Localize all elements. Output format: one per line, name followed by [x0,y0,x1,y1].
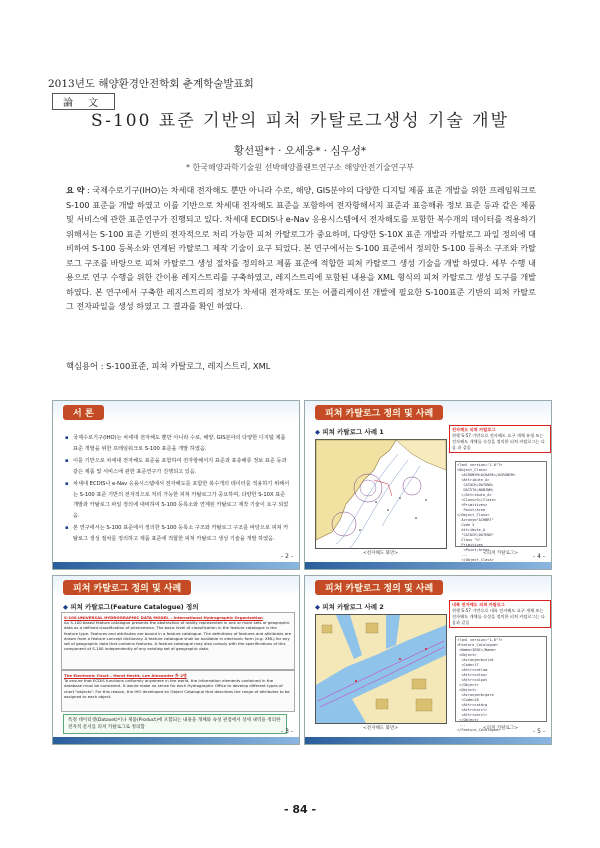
callout-title: 전자해도 피쳐 카탈로그 [452,427,496,432]
slide-subtitle: ◆ 피쳐 카탈로그(Feature Catalogue) 정의 [63,602,199,611]
slide-title: 피쳐 카탈로그 정의 및 사례 [63,580,191,595]
xml-line: <Attr>catbrg [457,703,488,707]
xml-line: <Feature_Catalogue> [457,643,499,647]
xml-line: </Feature_Catalogue> [457,728,501,732]
slide-page-number: - 2 - [281,553,293,560]
xml-line: <Code>18 [457,698,479,702]
slide-page-number: - 5 - [533,728,545,735]
slide-catalogue-example-2 [304,575,552,745]
map-caption: <전자해도 화면> [363,726,399,731]
paper-type-tag: 論 文 [52,93,115,110]
page-number: - 84 - [283,803,317,816]
abstract-label: 요 약 [66,185,85,195]
slide-subtitle: ◆ 피쳐 카탈로그 사례 1 [315,427,384,436]
xml-line: <Attr>horclr [457,708,488,712]
paper-title: S-100 표준 기반의 피처 카탈로그생성 기술 개발 [90,111,510,131]
enc-chart-image [315,614,447,724]
xml-line: <Primitives> [457,503,488,507]
xml-line: ... [457,553,468,557]
xml-line: <Object> [457,688,477,692]
slide-title: 피쳐 카탈로그 정의 및 사례 [315,580,443,595]
xml-line: CATACH;DATEND; [457,483,494,487]
map-caption: <전자해도 화면> [363,551,399,556]
slide-footer-bar [53,562,299,569]
slide-footer-bar [53,737,299,744]
slide-bullet: ▪ 본 연구에서는 S-100 표준에서 정의한 S-100 등록소 구조와 카탈로그 구조를 바탕으로 피쳐 카탈로그 생성 절차를 정의하고 제품 표준에 적합한 피쳐 카탈로그 생성 기술을 개발 하였음. [65,523,290,544]
slide-bullet: ▪ 이를 기반으로 차세대 전자해도 표준을 포함하여 전자항해서지 표준과 표층해류 정보 표준 등과 같은 제품 및 서비스에 관한 표준연구가 진행되고 있음. [65,456,290,477]
quote-text: To ensure that ECDIS functions uniformly anywhere in the world, the information elements contained in the database must be consistent. It would make no sense for each Hydrographic Office to develop different types of chart "objects". For this reason, the IHO developed an Object Catalogue that describes the range of attributes to be assigned to each object. [64,678,290,699]
callout-text: 현행 S-57 기반으로 내륙 전자해도 요구 개체 또는 전자해도 개체를 속성을 정의한 피쳐 카탈로그는 다음과 같음 [452,608,545,625]
xml-line: <Class>G</Class> [457,498,496,502]
xml-line: <Point;Area> [457,548,490,552]
slide-footer-bar [305,562,551,569]
xml-line: Class "G" [457,538,481,542]
slide-subtitle: ◆ 피쳐 카탈로그 사례 2 [315,602,384,611]
callout-title: 내륙 전자해도 피쳐 카탈로그 [452,602,505,607]
xml-line: </Object> [457,683,479,687]
keywords: 핵심용어 : S-100표준, 피쳐 카탈로그, 레지스트리, XML [66,361,271,371]
quote-title: The Electronic Chart – Horst Hecht, Lee Alexander 外 2명 [64,673,187,678]
xml-line: <Acronym>brgare [457,693,494,697]
xml-line: <?xml version="1.0"?> [457,463,503,467]
slide-title: 피쳐 카탈로그 정의 및 사례 [315,405,443,420]
slide-page-number: - 3 - [281,728,293,735]
xml-line: "CATACH;DATEND" [457,533,494,537]
xml-line: <Attr>verclr [457,713,488,717]
paper-affiliation: * 한국해양과학기술원 선박해양플랜트연구소 해양안전기술연구부 [185,163,414,172]
xml-line: ... [457,723,466,727]
paper-authors: 황선필*† · 오세웅* · 심우성* [233,145,367,157]
conference-header: 2013년도 해양환경안전학회 춘계학술발표회 [48,78,254,90]
quote-title: S-100 UNIVERSAL HYDROGRAPHIC DATA MODEL – International Hydrographic Organization [64,615,263,620]
xml-line: <Object> [457,653,477,657]
slide-bullet-list [65,433,290,546]
xml-line: Attribute_A [457,528,486,532]
xml-line: <Object_Class> [457,468,488,472]
xml-line: <Code>17 [457,663,479,667]
xml-line: Primitives [457,543,483,547]
quote-box-electronic-chart [61,670,295,712]
abstract-text: : 국제수로기구(IHO)는 차세대 전자해도 뿐만 아니라 수로, 해양, GIS분야의 다양한 디지털 제품 표준 개발을 위한 프레임워크로 S-100 표준을 개발 하였고 이를 기반으로 차세대 전자해도 표준을 포함하여 전자항해서지 표준과 표층해류 정보 표준 등과 같은 제품 및 서비스에 관한 표준연구가 진행되고 있다. 차세대 ECDIS나 e-Nav 응용시스템에서 전자해도를 포함한 복수개의 데이터를 적용하기 위해서는 S-100 표준 기반의 전자적으로 처리 가능한 피쳐 카탈로그가 중요하며, 다양한 S-10X 표준 개발과 카탈로그 파일 정의에 대비하여 S-100 등록소와 연계된 카탈로그 제작 기술이 요구 되었다. 본 연구에서는 S-100 표준에서 정의한 S-100 등록소 구조와 카탈로그 구조를 바탕으로 피쳐 카탈로그 생성 절차를 정의하고 제품 표준에 적합한 피쳐 카탈로그 생성 기술을 개발 하였다. 세부 수행 내용으로 연구 수행을 위한 간이용 레지스트리를 구축하였고, 레지스트리에 포함된 내용을 XML 형식의 피쳐 카탈로그 생성 도구를 개발 하였다. 본 연구에서 구축한 레지스트리의 정보가 차세대 전자해도 또는 어플리케이션 개발에 필요한 S-100표준 기반의 피쳐 카탈로그 전자파일을 생성 하였고 그 결과를 확인 하였다. [66,185,536,311]
xml-line: </Object_Class> [457,513,490,517]
quote-box-s100 [61,612,295,670]
enc-chart-image [315,439,447,549]
slide-bullet: ▪ 차세대 ECDIS나 e-Nav 응용시스템에서 전자해도를 포함한 복수개의 데이터를 적용하기 위해서는 S-100 표준 기반의 전자적으로 처리 가능한 피쳐 카탈로그가 중요하며, 다양한 S-10X 표준 개발과 카탈로그 파일 정의에 대비하여 S-100 등록소와 연계된 카탈로그 제작 기술이 요구 되었음. [65,479,290,521]
xml-line: <Attribute_A> [457,478,490,482]
xml-line: <?xml version="1.0"?> [457,638,503,642]
xml-line: <Attr>colour [457,673,488,677]
slide-introduction [52,400,300,570]
xml-line: <Attr>catlam [457,668,488,672]
xml-line: <Acronym>bcnlat [457,658,494,662]
quote-text: An S-100 based feature catalogue presents the abstraction of reality represented in one or more sets of geographic data as a defined classification of phenomena. The basic level of classification in the feature catalogue is the feature type. Features and attributes are bound in a feature catalogue. The definitions of features and attributes are drawn from a feature concept dictionary. A feature catalogue shall be available in electronic form (e.g. XML) for any set of geographic data that contains features. A feature catalogue may also comply with the specifications of this component of S-100 independently of any existing set of geographic data. [64,620,292,652]
definition-note: 특정 데이터셋(Dataset)이나 제품(Product)에 포함되는 내용을 개체와 속성 관점에서 상세 내역을 정의한 전자적 문서를 피쳐 카탈로그로 정의함 [63,714,287,734]
callout-box [449,600,551,628]
callout-box [449,425,551,453]
xml-line: <Name>IENC</Name> [457,648,496,652]
xml-line: </Object> [457,718,479,722]
slide-catalogue-definition [52,575,300,745]
slide-catalogue-example-1 [304,400,552,570]
slide-footer-bar [305,737,551,744]
xml-line: </Attribute_A> [457,493,492,497]
slide-bullet: ▪ 국제수로기구(IHO)는 차세대 전자해도 뿐만 아니라 수로, 해양, GIS분야의 다양한 디지털 제품 표준 개발을 위한 프레임워크로 S-100 표준을 개발 하였음. [65,433,290,454]
abstract [66,183,536,314]
xml-line: <Attr>colpat [457,678,488,682]
slide-title: 서 론 [63,405,104,420]
xml-line: <ACRONYM>ACHARE</ACRONYM> [457,473,516,477]
xml-line: Point;Area [457,508,486,512]
xml-caption: <피쳐 카탈로그> [483,726,519,731]
chart-map-graphic [316,440,446,548]
xml-caption: <피쳐 카탈로그> [483,551,519,556]
xml-line: Acronym"ACHBRT" [457,518,494,522]
xml-line: Code 3 [457,523,475,527]
chart-map-graphic [316,615,446,723]
callout-text: 현행 S-57 기반으로 전자해도 요구 개체 유형 또는 전자해도 개체를 속성을 정의한 피쳐 카탈로그는 다음 과 같음 [452,433,545,450]
slide-page-number: - 4 - [533,553,545,560]
xml-line: </Object_Class> [457,558,494,562]
xml-line: DATSTA;NOBJNM; [457,488,494,492]
